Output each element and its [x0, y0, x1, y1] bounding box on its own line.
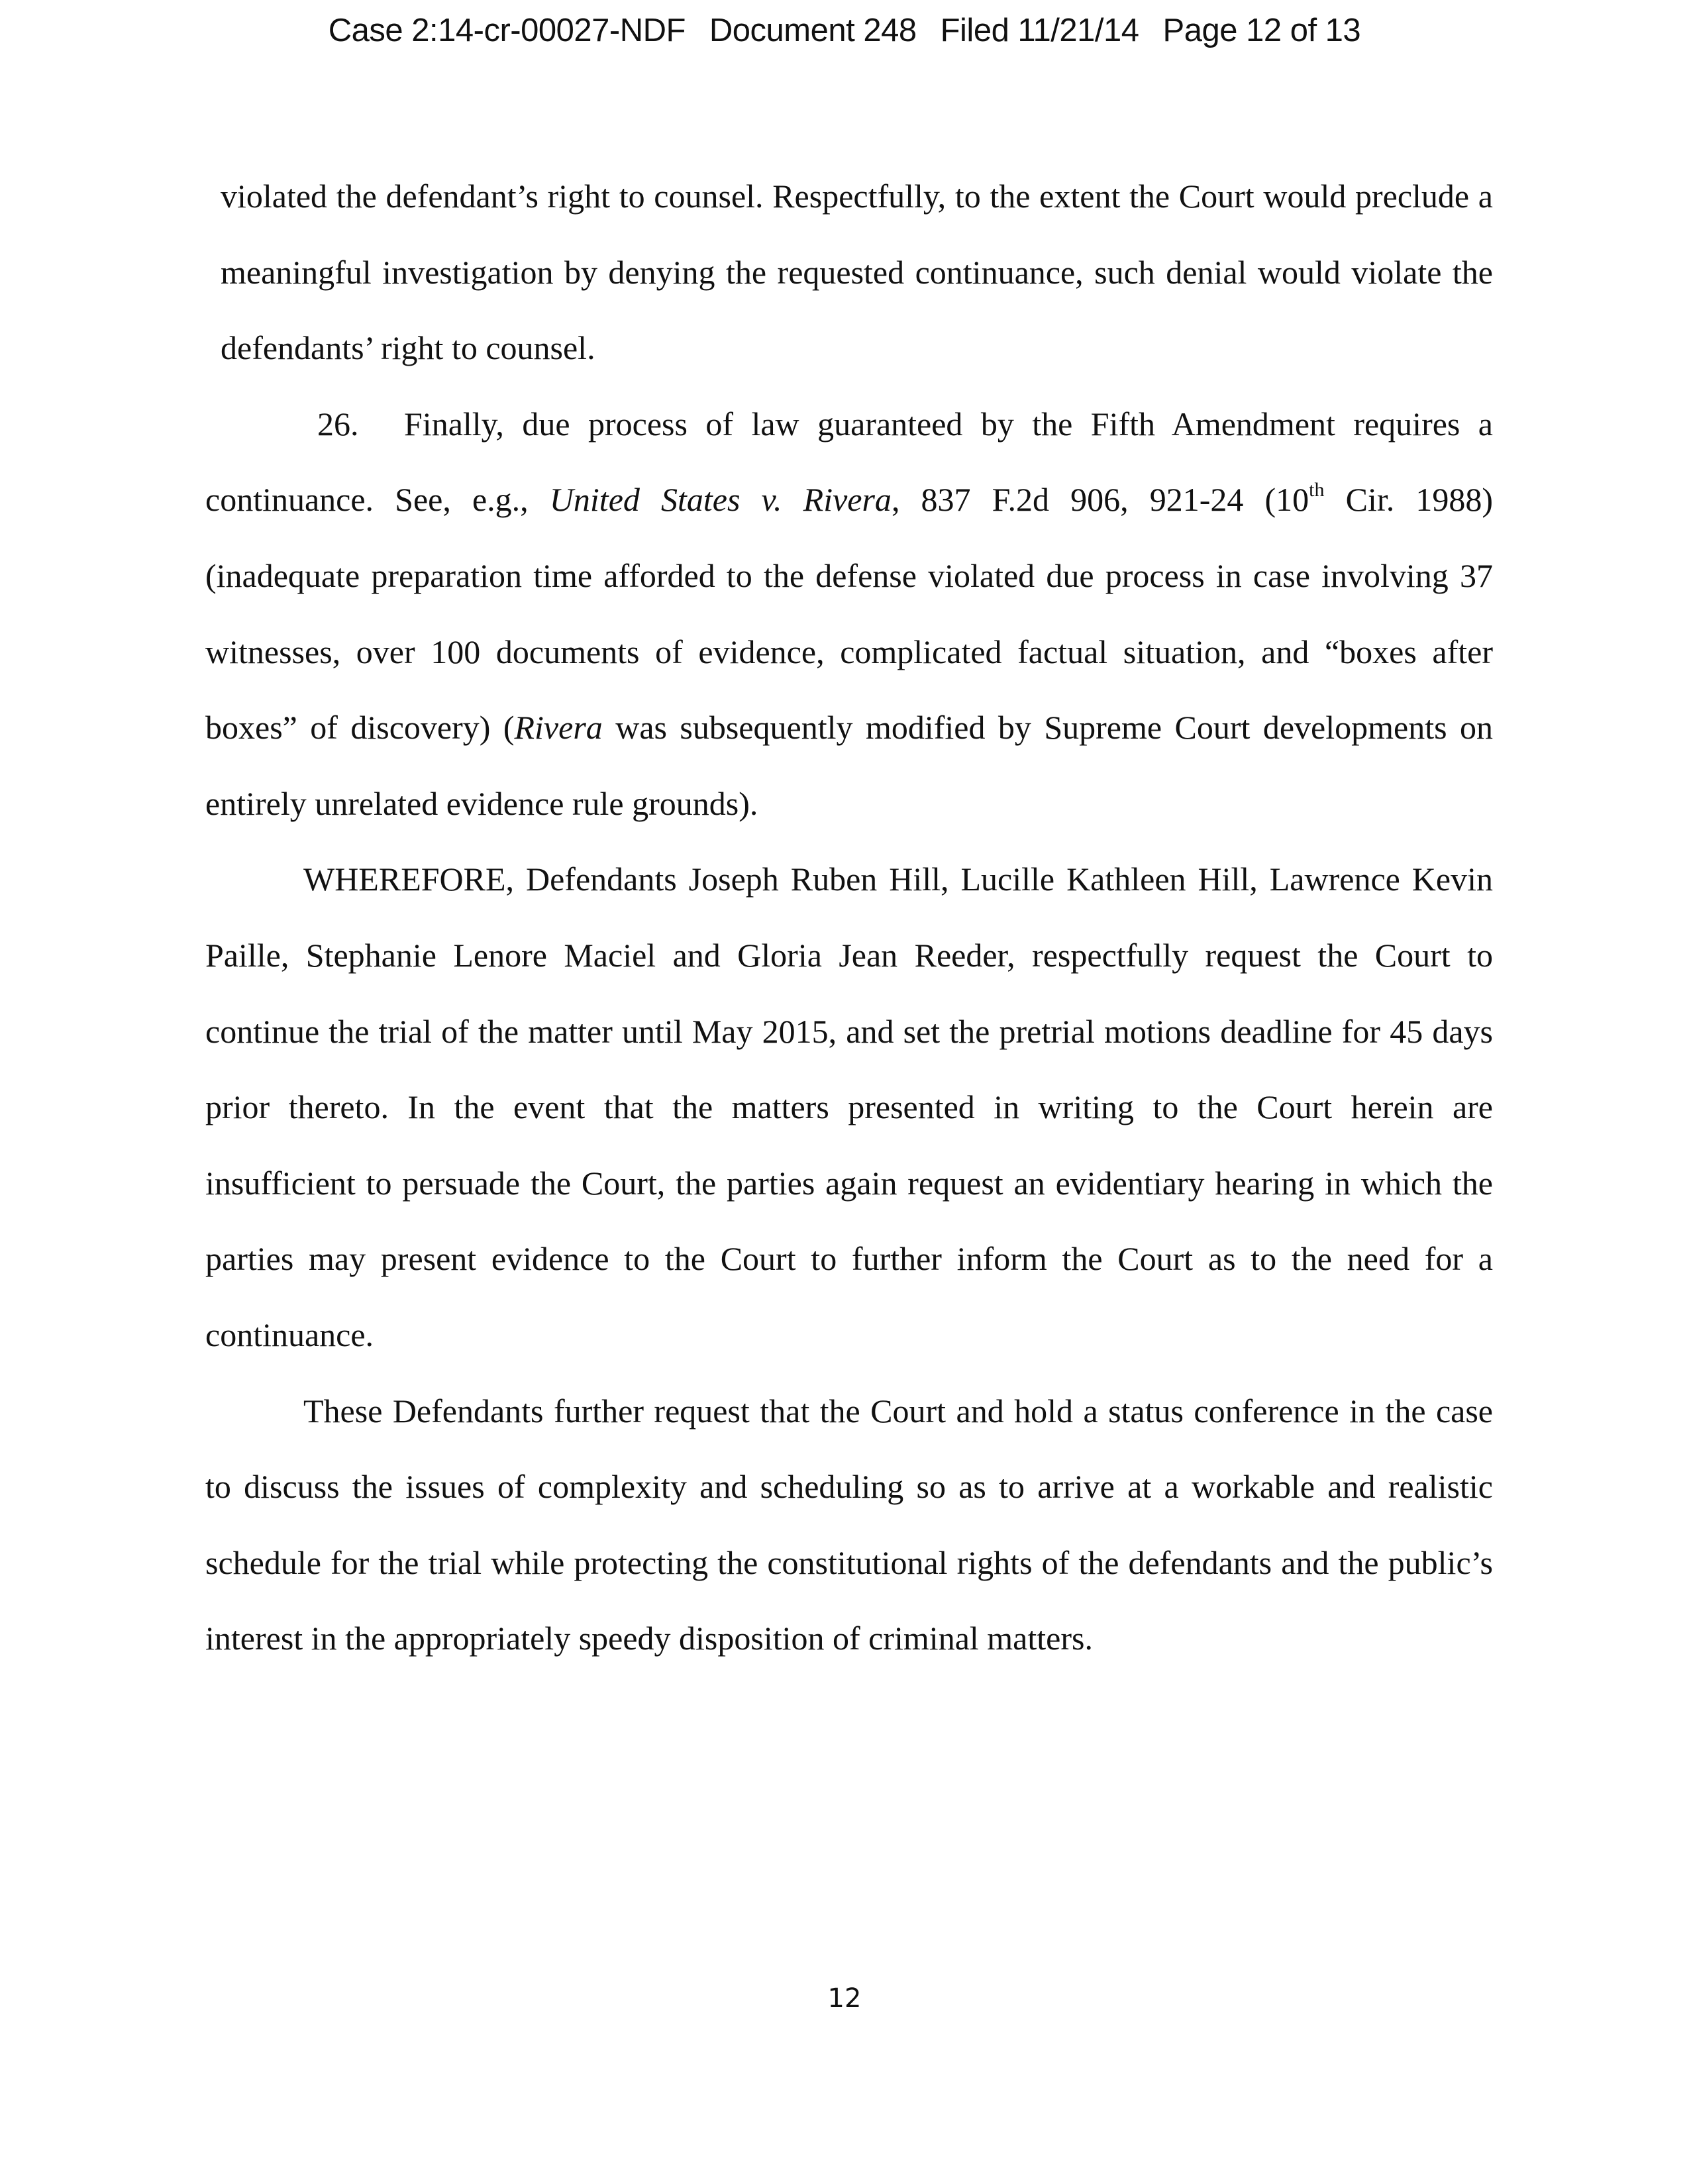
text-line: Paille, Stephanie Lenore Maciel and Gloria Jean Reeder, respectfully request the Court to [205, 936, 1493, 974]
text-line: These Defendants further request that the Court and hold a status conference in the case [303, 1392, 1493, 1430]
document-number: Document 248 [709, 13, 917, 48]
text-line: parties may present evidence to the Court to further inform the Court as to the need for a [205, 1240, 1493, 1278]
page-number: 12 [827, 1983, 862, 2014]
text-segment: , 837 F.2d 906, 921-24 (10 [891, 481, 1309, 519]
paragraph-26 [205, 386, 1493, 842]
page-indicator: Page 12 of 13 [1162, 13, 1361, 48]
text-line [205, 690, 1493, 766]
paragraph-number: 26. [317, 405, 359, 442]
text-line [205, 462, 1493, 538]
document-body [205, 158, 1493, 1677]
text-line: interest in the appropriately speedy disposition of criminal matters. [205, 1620, 1093, 1657]
text-segment: boxes” of discovery) ( [205, 709, 515, 747]
case-citation: United States v. Rivera [549, 481, 892, 519]
text-line: continue the trial of the matter until May 2015, and set the pretrial motions deadline for 45 days [205, 1012, 1493, 1050]
text-line: schedule for the trial while protecting the constitutional rights of the defendants and the public’s [205, 1543, 1493, 1581]
ordinal-suffix: th [1309, 479, 1325, 501]
court-filing-header [0, 12, 1689, 49]
text-segment: Cir. 1988) [1324, 481, 1494, 519]
text-line: insufficient to persuade the Court, the parties again request an evidentiary hearing in which the [205, 1164, 1493, 1202]
case-number: Case 2:14-cr-00027-NDF [328, 13, 686, 48]
filed-date: Filed 11/21/14 [940, 13, 1139, 48]
text-line: continuance. [205, 1316, 374, 1353]
text-line: WHEREFORE, Defendants Joseph Ruben Hill, Lucille Kathleen Hill, Lawrence Kevin [303, 860, 1493, 898]
text-line [205, 386, 1493, 462]
paragraph-status-conference [205, 1373, 1493, 1677]
text-line: meaningful investigation by denying the requested continuance, such denial would violate the [221, 253, 1493, 291]
paragraph-continuation [205, 158, 1493, 386]
text-line: entirely unrelated evidence rule grounds). [205, 784, 758, 822]
case-citation: Rivera [514, 709, 603, 747]
text-line: to discuss the issues of complexity and scheduling so as to arrive at a workable and realistic [205, 1468, 1493, 1506]
paragraph-wherefore [205, 841, 1493, 1373]
text-line: (inadequate preparation time afforded to the defense violated due process in case involving 37 [205, 556, 1493, 594]
text-segment: continuance. See, e.g., [205, 481, 550, 519]
text-line: witnesses, over 100 documents of evidence, complicated factual situation, and “boxes after [205, 633, 1493, 670]
text-line: defendants’ right to counsel. [221, 329, 595, 367]
text-line: prior thereto. In the event that the matters presented in writing to the Court herein are [205, 1088, 1493, 1126]
text-line: violated the defendant’s right to counsel. Respectfully, to the extent the Court would preclude a [221, 178, 1493, 215]
text-segment: was subsequently modified by Supreme Court developments on [602, 709, 1493, 747]
text-segment: Finally, due process of law guaranteed by the Fifth Amendment requires a [404, 405, 1493, 442]
